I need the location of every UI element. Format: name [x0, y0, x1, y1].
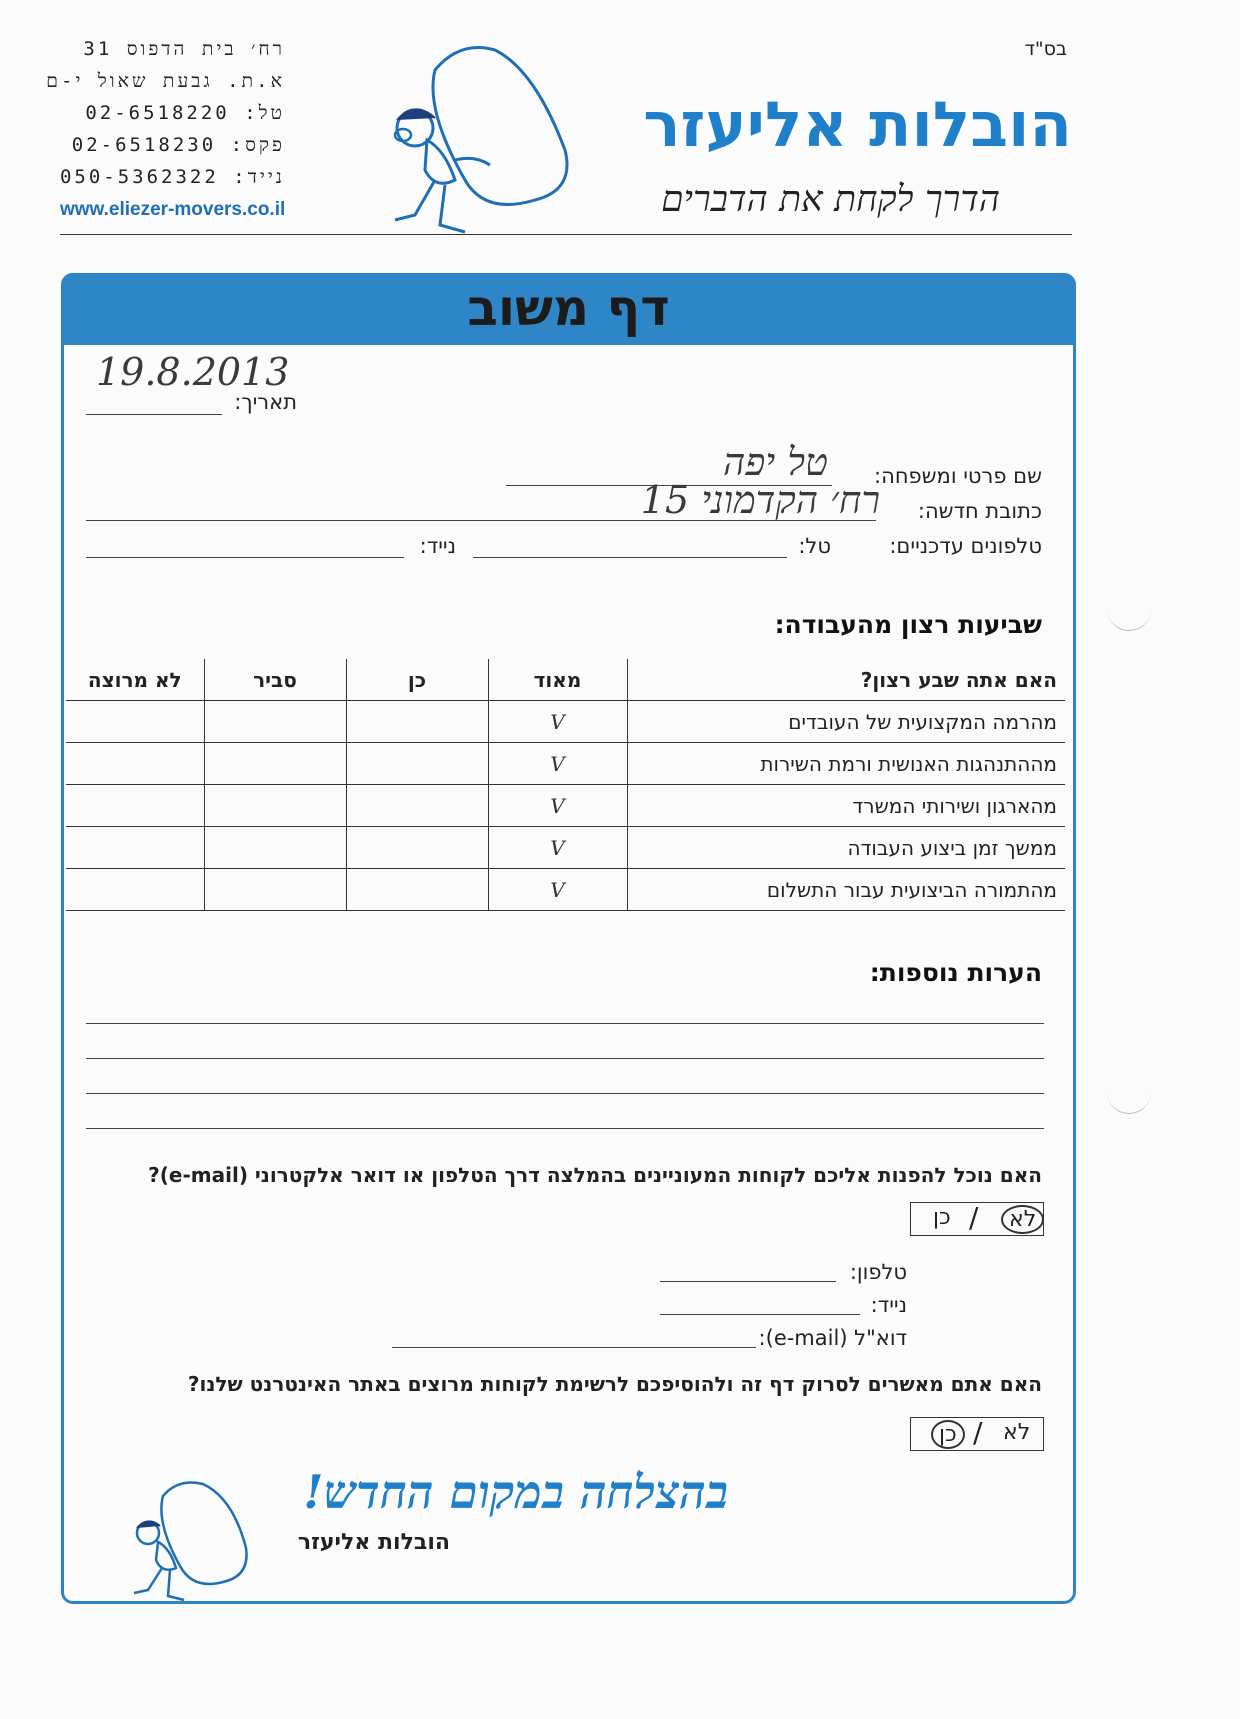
cell-not-satisfied[interactable] — [66, 785, 204, 827]
cell-yes[interactable] — [346, 743, 488, 785]
bsd-mark: בס"ד — [1024, 38, 1067, 60]
name-value[interactable]: טל יפה — [723, 440, 828, 484]
contact-tel: טל: 02-6518220 — [85, 102, 285, 124]
question-header: האם אתה שבע רצון? — [627, 659, 1065, 701]
cell-reasonable[interactable] — [204, 701, 346, 743]
notes-title: הערות נוספות: — [869, 958, 1042, 987]
contact-yes-option[interactable]: כן — [933, 1205, 951, 1230]
notes-line-1[interactable] — [86, 1023, 1044, 1024]
cell-reasonable[interactable] — [204, 827, 346, 869]
punch-hole-bottom — [1107, 1083, 1151, 1114]
table-header-row — [66, 659, 1065, 701]
table-row — [66, 869, 1065, 911]
company-name: הובלות אליעזר — [643, 88, 1072, 161]
mover-mascot-logo — [365, 40, 585, 240]
satisfaction-table — [66, 659, 1065, 911]
cell-very[interactable]: V — [488, 701, 627, 743]
scan-permission-choice — [910, 1417, 1044, 1451]
col-reasonable: סביר — [204, 659, 346, 701]
notes-line-4[interactable] — [86, 1128, 1044, 1129]
cell-yes[interactable] — [346, 701, 488, 743]
satisfaction-title: שביעות רצון מהעבודה: — [774, 610, 1042, 639]
cell-yes[interactable] — [346, 869, 488, 911]
table-row — [66, 701, 1065, 743]
tel-line — [473, 557, 787, 558]
company-slogan: הדרך לקחת את הדברים — [661, 179, 1000, 220]
header-divider — [60, 234, 1072, 235]
notes-line-3[interactable] — [86, 1093, 1044, 1094]
cell-yes[interactable] — [346, 827, 488, 869]
cell-not-satisfied[interactable] — [66, 827, 204, 869]
contact-email-line[interactable] — [392, 1347, 756, 1348]
contact-street: רח׳ בית הדפוס 31 — [83, 38, 285, 60]
address-value[interactable]: רח׳ הקדמוני 15 — [640, 478, 880, 522]
form-title: דף משוב — [467, 279, 670, 337]
contact-mobile: נייד: 050-5362322 — [59, 166, 285, 188]
choice-slash: / — [973, 1416, 983, 1449]
scan-no-option[interactable]: לא — [1003, 1420, 1031, 1445]
cell-reasonable[interactable] — [204, 785, 346, 827]
closing-signature: הובלות אליעזר — [297, 1530, 450, 1555]
contact-permission-question: האם נוכל להפנות אליכם לקוחות המעוניינים בהמלצה דרך הטלפון או דואר אלקטרוני (e-mail)? — [148, 1163, 1042, 1187]
table-row — [66, 743, 1065, 785]
date-label: תאריך: — [234, 390, 297, 414]
scan-permission-question: האם אתם מאשרים לסרוק דף זה ולהוסיפכם לרשימת לקוחות מרוצים באתר האינטרנט שלנו? — [187, 1372, 1042, 1396]
closing-wish: בהצלחה במקום החדש! — [303, 1465, 728, 1519]
cell-very[interactable]: V — [488, 869, 627, 911]
contact-fax: פקס: 02-6518230 — [71, 134, 285, 156]
contact-permission-choice — [910, 1202, 1044, 1236]
website-link[interactable]: www.eliezer-movers.co.il — [60, 199, 286, 220]
col-not-satisfied: לא מרוצה — [66, 659, 204, 701]
col-yes: כן — [346, 659, 488, 701]
row-question: מהרמה המקצועית של העובדים — [627, 701, 1065, 743]
tel-label: טל: — [798, 534, 831, 558]
cell-very[interactable]: V — [488, 827, 627, 869]
cell-reasonable[interactable] — [204, 869, 346, 911]
cell-reasonable[interactable] — [204, 743, 346, 785]
mobile-label: נייד: — [419, 534, 456, 558]
scan-yes-option[interactable]: כן — [931, 1420, 965, 1449]
row-question: מהתמורה הביצועית עבור התשלום — [627, 869, 1065, 911]
punch-hole-top — [1107, 600, 1151, 631]
date-value[interactable]: 19.8.2013 — [96, 350, 290, 394]
contact-phone-line[interactable] — [660, 1281, 836, 1282]
cell-yes[interactable] — [346, 785, 488, 827]
contact-area: א.ת. גבעת שאול י-ם — [46, 70, 285, 92]
mobile-line — [86, 557, 404, 558]
contact-phone-label: טלפון: — [849, 1260, 907, 1284]
choice-slash: / — [969, 1201, 979, 1234]
row-question: מההתנהגות האנושית ורמת השירות — [627, 743, 1065, 785]
cell-not-satisfied[interactable] — [66, 743, 204, 785]
date-line — [86, 414, 222, 415]
contact-mobile-line[interactable] — [660, 1314, 860, 1315]
contact-no-option[interactable]: לא — [1001, 1205, 1044, 1234]
cell-not-satisfied[interactable] — [66, 701, 204, 743]
address-label: כתובת חדשה: — [917, 499, 1042, 523]
notes-line-2[interactable] — [86, 1058, 1044, 1059]
name-label: שם פרטי ומשפחה: — [874, 464, 1042, 488]
cell-very[interactable]: V — [488, 785, 627, 827]
table-row — [66, 785, 1065, 827]
mover-mascot-small-logo — [118, 1478, 253, 1603]
contact-mobile-label: נייד: — [870, 1293, 907, 1317]
row-question: ממשך זמן ביצוע העבודה — [627, 827, 1065, 869]
table-row — [66, 827, 1065, 869]
contact-email-label: דוא"ל (e-mail): — [758, 1326, 907, 1350]
phones-label: טלפונים עדכניים: — [889, 534, 1042, 558]
col-very: מאוד — [488, 659, 627, 701]
form-header-bar — [61, 273, 1076, 345]
row-question: מהארגון ושירותי המשרד — [627, 785, 1065, 827]
cell-very[interactable]: V — [488, 743, 627, 785]
cell-not-satisfied[interactable] — [66, 869, 204, 911]
